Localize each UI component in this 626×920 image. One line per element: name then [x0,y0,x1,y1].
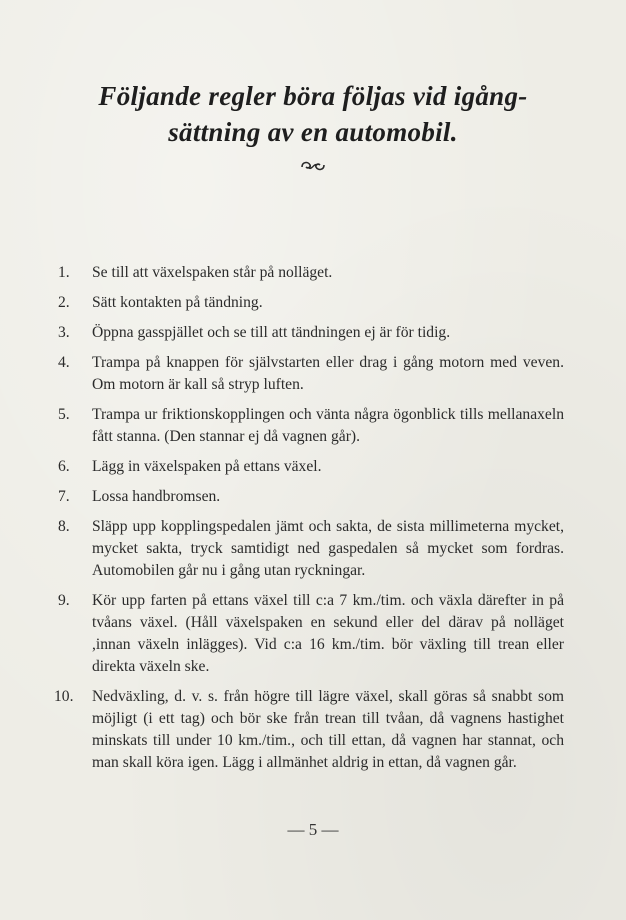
title-line-2: sättning av en automobil. [168,117,458,147]
rules-list [54,262,564,782]
rule-number: 6. [58,458,70,475]
rule-number: 3. [58,324,70,341]
rule-text: Trampa på knappen för självstarten eller drag i gång motorn med veven. Om motorn är kall så stryp luften. [92,354,564,393]
rule-number: 1. [58,264,70,281]
list-item [58,404,564,448]
rule-number: 4. [58,354,70,371]
rule-text: Öppna gasspjället och se till att tändningen ej är för tidig. [92,324,451,341]
list-item [58,352,564,396]
rule-text: Kör upp farten på ettans växel till c:a 7 km./tim. och växla därefter in på tvåans växel. (Håll växelspaken en sekund eller del därav på nolläget ,innan växeln inlägges). Vid c:a 16 km./tim. bör växling till trean eller direkta växeln ske. [92,592,564,675]
rule-number: 9. [58,592,70,609]
rule-text: Lägg in växelspaken på ettans växel. [92,458,322,475]
fleuron-icon [298,158,328,174]
title-line-1: Följande regler böra följas vid igång- [98,81,528,111]
rule-number: 5. [58,406,70,423]
rule-text: Nedväxling, d. v. s. från högre till lägre växel, skall göras så snabbt som möjligt (i ett tag) och bör ske från trean till tvåan, då vagnens hastighet minskats till under 10 km./tim., och till ettan, då vagnen har stannat, och man skall köra igen. Lägg i allmänhet aldrig in ettan, då vagnen går. [92,688,564,771]
list-item [58,292,564,314]
rule-number: 10. [54,688,74,705]
list-item [58,262,564,284]
rule-text: Lossa handbromsen. [92,488,221,505]
list-item [58,456,564,478]
rule-number: 7. [58,488,70,505]
rule-number: 2. [58,294,70,311]
rule-text: Sätt kontakten på tändning. [92,294,263,311]
list-item [58,516,564,582]
list-item [58,486,564,508]
list-item [54,686,564,774]
list-item [58,590,564,678]
page-title [40,78,586,150]
rule-text: Släpp upp kopplingspedalen jämt och sakta, de sista millimeterna mycket, mycket sakta, tryck samtidigt ned gaspedalen så mycket som fordras. Automobilen går nu i gång utan ryckningar. [92,518,564,579]
rule-text: Trampa ur friktionskopplingen och vänta några ögonblick tills mellanaxeln fått stanna. (Den stannar ej då vagnen går). [92,406,564,445]
rule-text: Se till att växelspaken står på nolläget. [92,264,333,281]
list-item [58,322,564,344]
page-number: — 5 — [287,820,339,839]
rule-number: 8. [58,518,70,535]
